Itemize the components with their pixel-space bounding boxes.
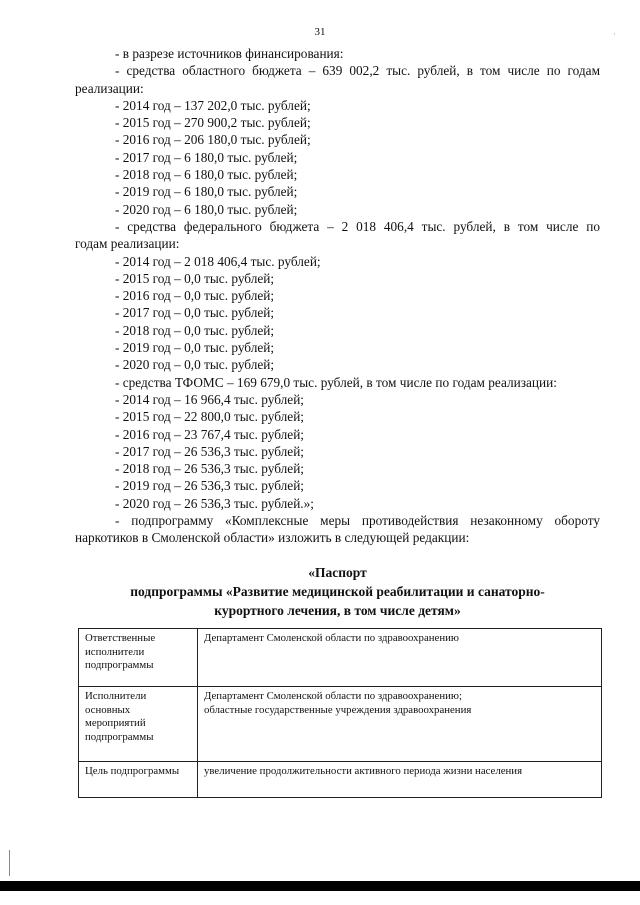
row-label: Цель подпрограммы — [79, 762, 198, 798]
table-row — [79, 687, 602, 762]
passport-heading — [75, 563, 600, 620]
text-line: - 2017 год – 0,0 тыс. рублей; — [115, 305, 275, 321]
heading-line: «Паспорт — [308, 565, 367, 580]
row-label: Исполнители основных мероприятий подпрограммы — [79, 687, 198, 762]
table-row — [79, 629, 602, 687]
text-line: - 2020 год – 26 536,3 тыс. рублей.»; — [115, 495, 314, 511]
body-text — [75, 45, 600, 547]
text-line: - средства федерального бюджета – 2 018 406,4 тыс. рублей, в том числе по — [115, 218, 600, 234]
text-line: - 2014 год – 2 018 406,4 тыс. рублей; — [115, 253, 321, 269]
text-line: - 2019 год – 26 536,3 тыс. рублей; — [115, 478, 305, 494]
text-line: - 2017 год – 26 536,3 тыс. рублей; — [115, 443, 305, 459]
text-line: - 2020 год – 6 180,0 тыс. рублей; — [115, 201, 298, 217]
text-line: - 2014 год – 16 966,4 тыс. рублей; — [115, 391, 305, 407]
row-label: Ответственные исполнители подпрограммы — [79, 629, 198, 687]
heading-line: подпрограммы «Развитие медицинской реабилитации и санаторно- — [130, 584, 545, 599]
text-line: - 2018 год – 0,0 тыс. рублей; — [115, 322, 275, 338]
text-line: - 2017 год – 6 180,0 тыс. рублей; — [115, 149, 298, 165]
row-value — [198, 629, 602, 687]
text-line: - в разрезе источников финансирования: — [115, 46, 344, 61]
scan-mark: · — [613, 30, 616, 39]
table-row — [79, 762, 602, 798]
margin-scratch — [9, 850, 10, 876]
text-line: - 2020 год – 0,0 тыс. рублей; — [115, 357, 275, 373]
row-value — [198, 687, 602, 762]
scan-edge-bar — [0, 881, 640, 891]
text-line: - 2018 год – 6 180,0 тыс. рублей; — [115, 167, 298, 183]
text-line: - 2018 год – 26 536,3 тыс. рублей; — [115, 461, 305, 477]
text-line: - 2016 год – 206 180,0 тыс. рублей; — [115, 132, 311, 148]
text-line: - 2016 год – 0,0 тыс. рублей; — [115, 288, 275, 304]
value-line: увеличение продолжительности активного периода жизни населения — [204, 765, 523, 777]
text-line: - подпрограмму «Комплексные меры противодействия незаконному обороту — [115, 513, 600, 529]
value-line: Департамент Смоленской области по здравоохранению — [204, 632, 459, 644]
text-line: - 2019 год – 6 180,0 тыс. рублей; — [115, 184, 298, 200]
text-line: - 2014 год – 137 202,0 тыс. рублей; — [115, 97, 311, 113]
heading-line: курортного лечения, в том числе детям» — [214, 603, 461, 618]
value-line: областные государственные учреждения здравоохранения — [204, 703, 472, 716]
text-line: - 2015 год – 22 800,0 тыс. рублей; — [115, 409, 305, 425]
row-value — [198, 762, 602, 798]
text-line: - 2015 год – 270 900,2 тыс. рублей; — [115, 115, 311, 131]
page-number: 31 — [314, 26, 326, 38]
text-line: реализации: — [75, 80, 144, 96]
text-line: - средства ТФОМС – 169 679,0 тыс. рублей, в том числе по годам реализации: — [115, 374, 557, 390]
text-line: - 2016 год – 23 767,4 тыс. рублей; — [115, 426, 305, 442]
text-line: годам реализации: — [75, 236, 180, 252]
value-line: Департамент Смоленской области по здравоохранению; — [204, 690, 462, 702]
text-line: - средства областного бюджета – 639 002,2 тыс. рублей, в том числе по годам — [115, 63, 600, 79]
text-line: - 2019 год – 0,0 тыс. рублей; — [115, 340, 275, 356]
passport-table — [78, 628, 602, 798]
text-line: - 2015 год – 0,0 тыс. рублей; — [115, 270, 275, 286]
text-line: наркотиков в Смоленской области» изложить в следующей редакции: — [75, 530, 470, 546]
